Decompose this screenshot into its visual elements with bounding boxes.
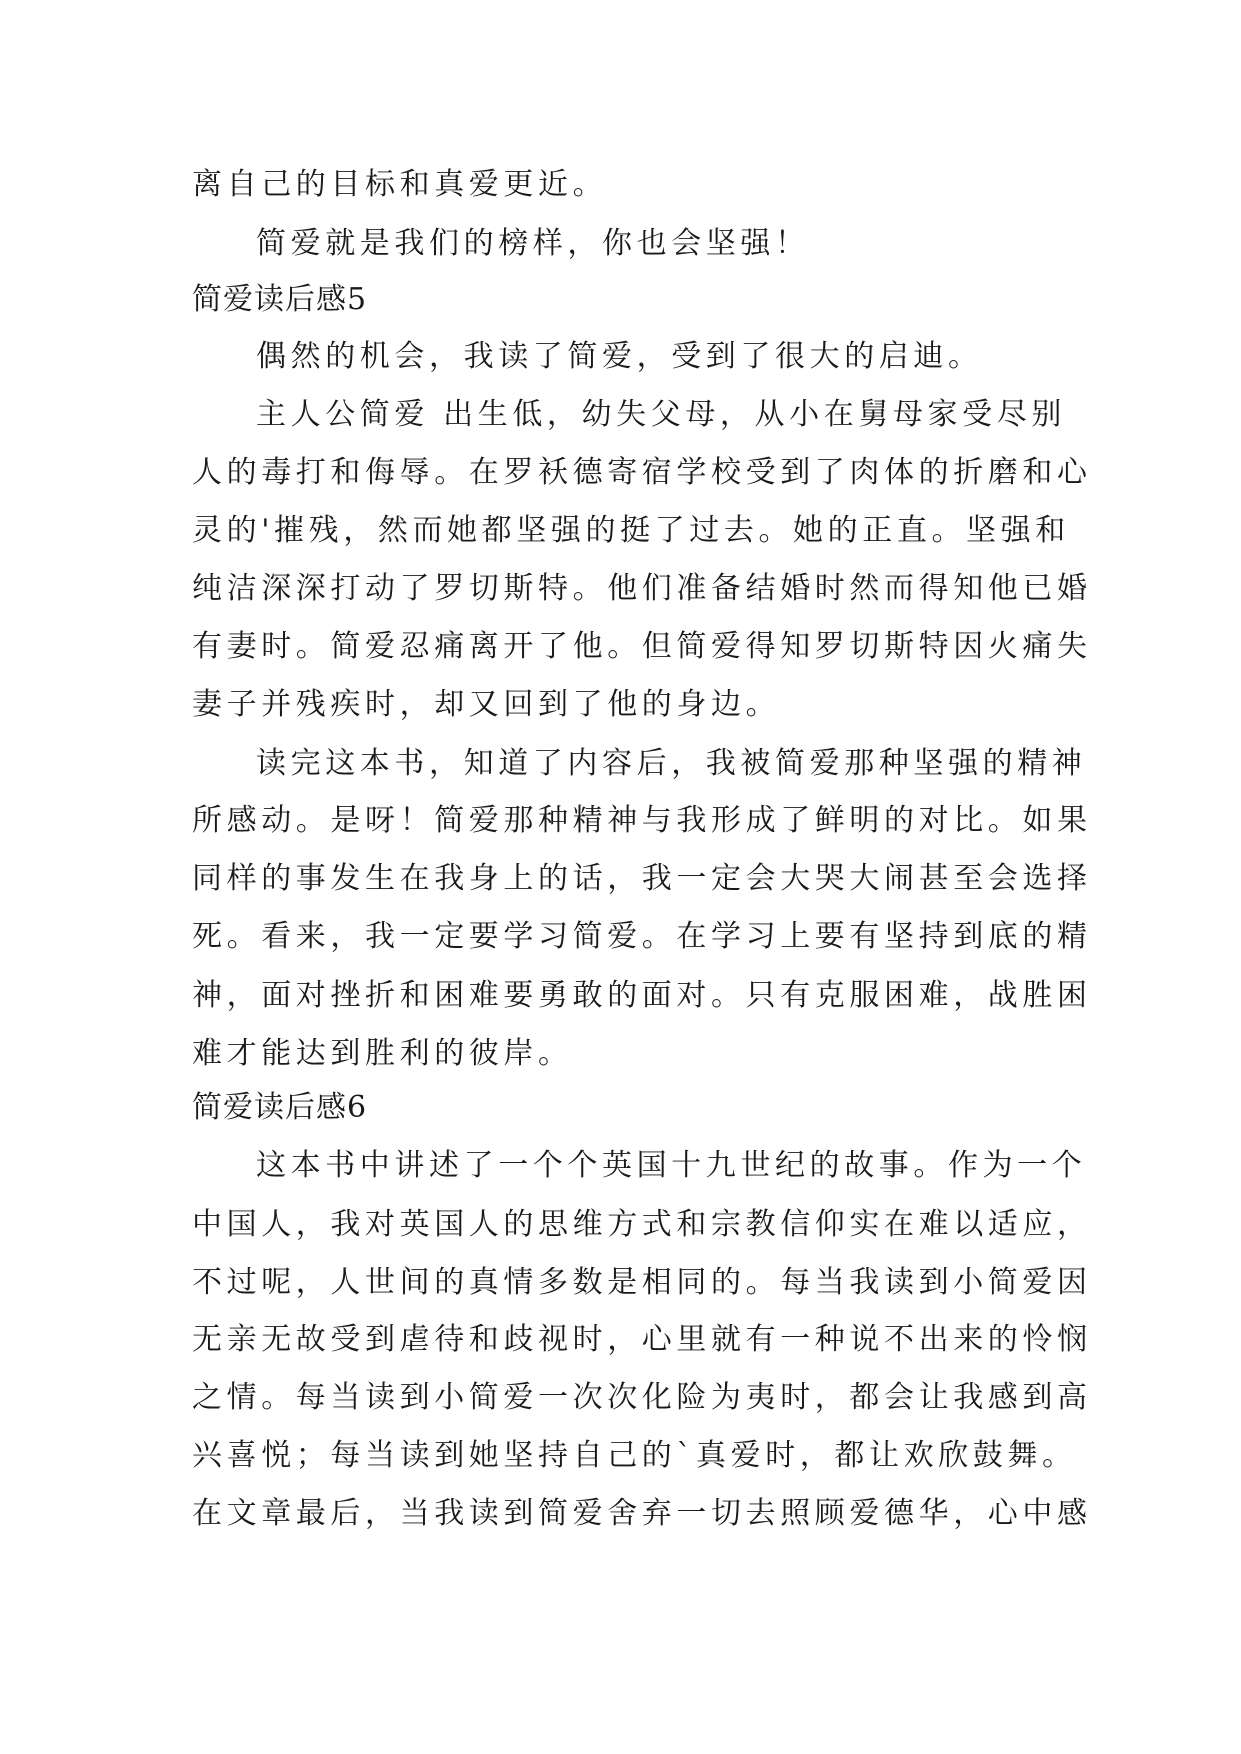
paragraph-line: 有妻时。简爱忍痛离开了他。但简爱得知罗切斯特因火痛失 [192,629,1092,664]
section-heading: 简爱读后感6 [192,1090,368,1125]
paragraph-line: 这本书中讲述了一个个英国十九世纪的故事。作为一个 [256,1148,1087,1183]
paragraph-line: 人的毒打和侮辱。在罗袄德寄宿学校受到了肉体的折磨和心 [192,455,1092,490]
paragraph-line: 神，面对挫折和困难要勇敢的面对。只有克服困难，战胜困 [192,978,1092,1013]
paragraph-line: 在文章最后，当我读到简爱舍弃一切去照顾爱德华，心中感 [192,1496,1092,1531]
paragraph-line: 妻子并残疾时，却又回到了他的身边。 [192,687,781,722]
paragraph-line: 灵的'摧残，然而她都坚强的挺了过去。她的正直。坚强和 [192,513,1070,548]
paragraph-line: 主人公简爱 出生低，幼失父母，从小在舅母家受尽别 [256,397,1066,432]
paragraph-line: 离自己的目标和真爱更近。 [192,167,608,202]
section-heading: 简爱读后感5 [192,282,368,317]
paragraph-line: 中国人，我对英国人的思维方式和宗教信仰实在难以适应， [192,1207,1092,1242]
paragraph-line: 读完这本书，知道了内容后，我被简爱那种坚强的精神 [256,746,1087,781]
paragraph-line: 兴喜悦；每当读到她坚持自己的`真爱时，都让欢欣鼓舞。 [192,1438,1077,1473]
paragraph-line: 难才能达到胜利的彼岸。 [192,1036,573,1071]
paragraph-line: 不过呢，人世间的真情多数是相同的。每当我读到小简爱因 [192,1265,1092,1300]
paragraph-line: 纯洁深深打动了罗切斯特。他们准备结婚时然而得知他已婚 [192,571,1092,606]
paragraph-line: 之情。每当读到小简爱一次次化险为夷时，都会让我感到高 [192,1380,1092,1415]
paragraph-line: 偶然的机会，我读了简爱，受到了很大的启迪。 [256,339,983,374]
paragraph-line: 死。看来，我一定要学习简爱。在学习上要有坚持到底的精 [192,919,1092,954]
paragraph-line: 所感动。是呀！简爱那种精神与我形成了鲜明的对比。如果 [192,803,1092,838]
paragraph-line: 同样的事发生在我身上的话，我一定会大哭大闹甚至会选择 [192,861,1092,896]
paragraph-line: 无亲无故受到虐待和歧视时，心里就有一种说不出来的怜悯 [192,1322,1092,1357]
paragraph-line: 简爱就是我们的榜样，你也会坚强！ [256,226,810,261]
